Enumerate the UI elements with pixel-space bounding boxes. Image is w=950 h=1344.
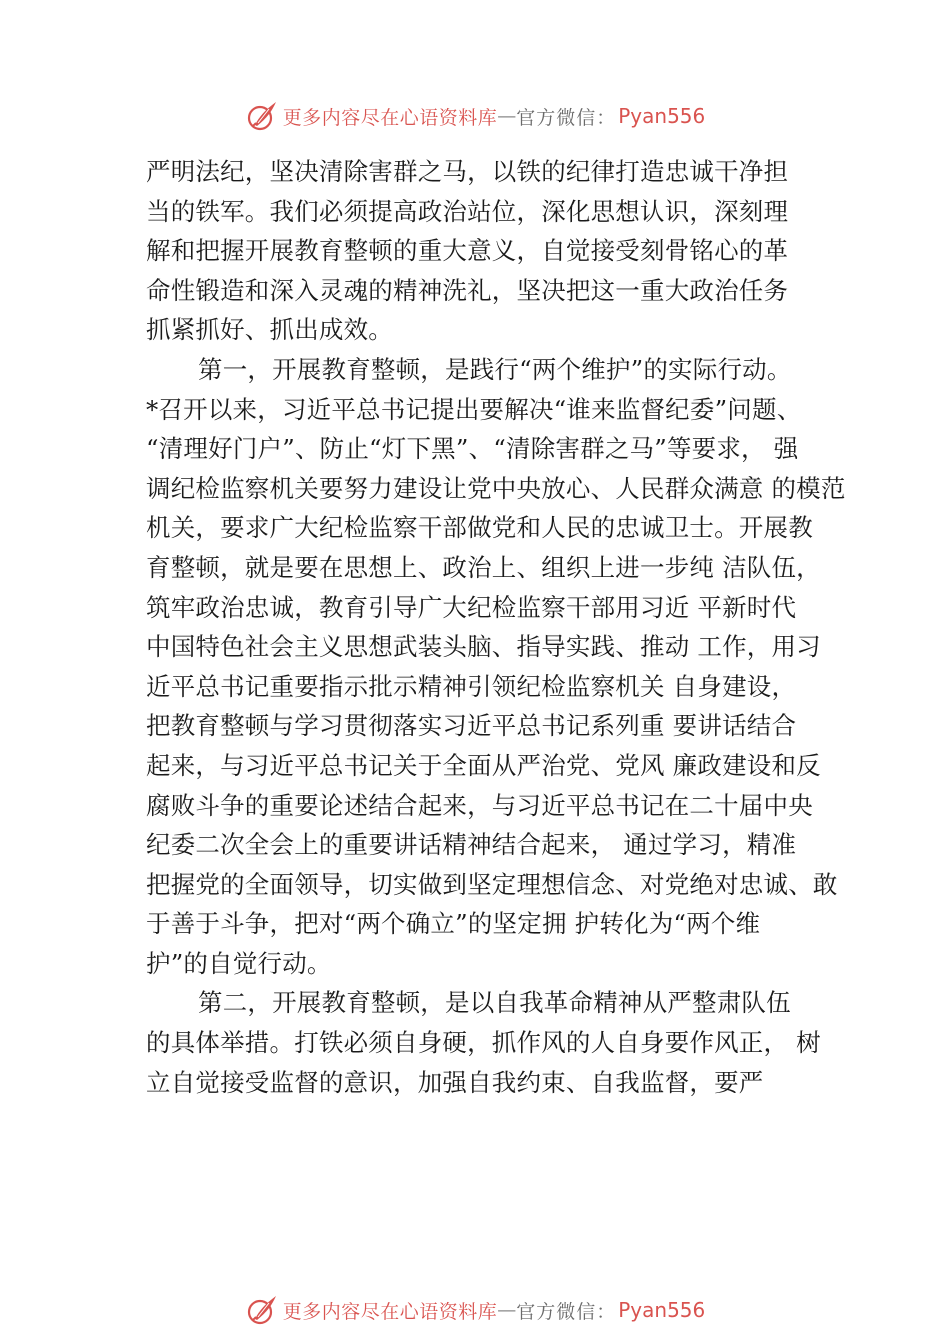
body-line: 中国特色社会主义思想武装头脑、指导实践、推动 工作，用习 (146, 632, 821, 662)
banner-separator: — (497, 105, 517, 127)
body-line: 纪委二次全会上的重要讲话精神结合起来， 通过学习，精准 (146, 830, 797, 860)
body-line: 近平总书记重要指示批示精神引领纪检监察机关 自身建设， (146, 671, 797, 701)
body-line: 机关，要求广大纪检监察干部做党和人民的忠诚卫士。开展教 (146, 513, 813, 543)
body-line: 解和把握开展教育整顿的重大意义，自觉接受刻骨铭心的革 (146, 236, 789, 266)
header-banner (0, 96, 950, 136)
paragraph-first-line: 第一，开展教育整顿，是践行“两个维护”的实际行动。 (198, 354, 792, 384)
body-line: 育整顿，就是要在思想上、政治上、组织上进一步纯 洁队伍， (146, 552, 821, 582)
body-line: 把教育整顿与学习贯彻落实习近平总书记系列重 要讲话结合 (146, 711, 797, 741)
red-quill-logo-icon (245, 1293, 279, 1327)
body-line: 腐败斗争的重要论述结合起来，与习近平总书记在二十届中央 (146, 790, 813, 820)
footer-banner (0, 1290, 950, 1330)
paragraph-first-line: 第二，开展教育整顿，是以自我革命精神从严整肃队伍 (198, 988, 791, 1018)
banner-brand-text: 更多内容尽在心语资料库 (282, 106, 498, 129)
body-line: 严明法纪，坚决清除害群之马，以铁的纪律打造忠诚干净担 (146, 157, 789, 186)
body-line: “清理好门户”、防止“灯下黑”、“清除害群之马”等要求， 强 (146, 434, 799, 464)
document-body (146, 152, 846, 1102)
red-quill-logo-icon (245, 99, 279, 133)
body-line: 当的铁军。我们必须提高政治站位，深化思想认识，深刻理 (146, 196, 789, 226)
banner-wechat-id: Pyan556 (618, 1298, 706, 1322)
body-line: 的具体举措。打铁必须自身硬，抓作风的人自身要作风正， 树 (146, 1028, 821, 1058)
banner-wechat-label: 官方微信： (516, 1300, 617, 1323)
body-line: 调纪检监察机关要努力建设让党中央放心、人民群众满意 的模范 (146, 473, 846, 503)
banner-brand-text: 更多内容尽在心语资料库 (282, 1300, 498, 1323)
body-line: 立自觉接受监督的意识，加强自我约束、自我监督，要严 (146, 1067, 764, 1097)
body-line: 筑牢政治忠诚，教育引导广大纪检监察干部用习近 平新时代 (146, 592, 797, 622)
body-line: 起来，与习近平总书记关于全面从严治党、党风 廉政建设和反 (146, 750, 821, 780)
banner-wechat-label: 官方微信： (516, 106, 617, 129)
body-line: 把握党的全面领导，切实做到坚定理想信念、对党绝对忠诚、敢 (146, 869, 838, 899)
body-line: 护”的自觉行动。 (146, 948, 332, 978)
body-line: *召开以来，习近平总书记提出要解决“谁来监督纪委”问题、 (146, 394, 802, 424)
banner-separator: — (497, 1299, 517, 1321)
banner-wechat-id: Pyan556 (618, 104, 706, 128)
body-line: 于善于斗争，把对“两个确立”的坚定拥 护转化为“两个维 (146, 909, 761, 939)
body-line: 命性锻造和深入灵魂的精神洗礼，坚决把这一重大政治任务 (146, 275, 789, 305)
body-line: 抓紧抓好、抓出成效。 (146, 315, 393, 345)
